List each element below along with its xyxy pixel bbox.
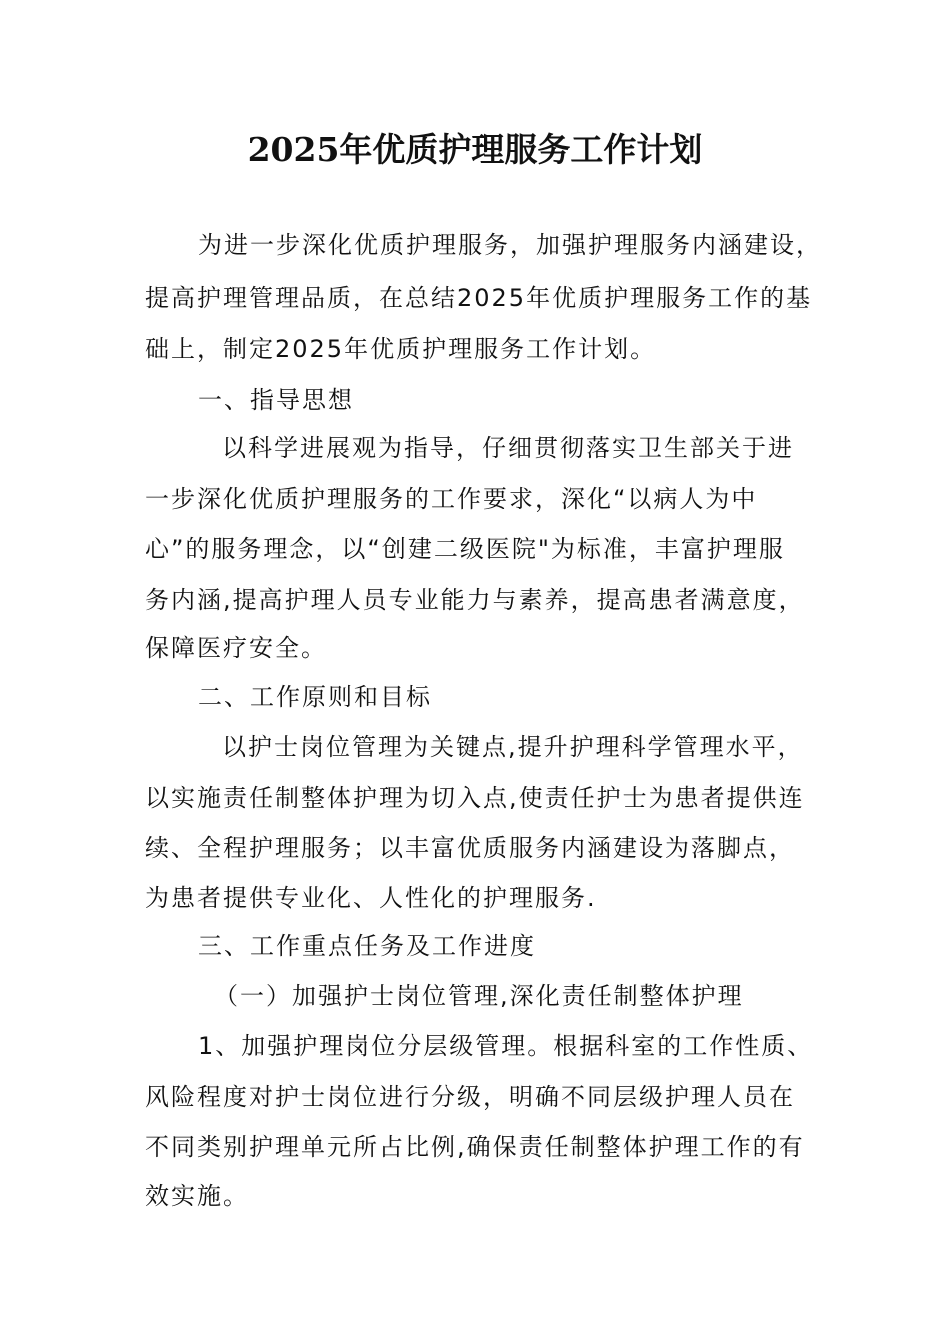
paragraph-line: 为进一步深化优质护理服务，加强护理服务内涵建设，: [198, 231, 822, 259]
document-title: 2025年优质护理服务工作计划: [247, 130, 703, 169]
paragraph-line: 以科学进展观为指导，仔细贯彻落实卫生部关于进: [222, 434, 794, 462]
paragraph-line: 提高护理管理品质，在总结2025年优质护理服务工作的基: [145, 284, 813, 312]
paragraph-line: 风险程度对护士岗位进行分级，明确不同层级护理人员在: [145, 1083, 795, 1111]
paragraph-line: 心”的服务理念，以“创建二级医院"为标准，丰富护理服: [145, 535, 785, 563]
paragraph-line: 保障医疗安全。: [145, 634, 327, 662]
paragraph-line: 1、加强护理岗位分层级管理。根据科室的工作性质、: [198, 1032, 814, 1060]
paragraph-line: 为患者提供专业化、人性化的护理服务.: [145, 884, 597, 912]
paragraph-line: 础上，制定2025年优质护理服务工作计划。: [145, 335, 657, 363]
section-heading: 二、工作原则和目标: [198, 683, 432, 711]
paragraph-line: 务内涵,提高护理人员专业能力与素养，提高患者满意度，: [145, 586, 805, 614]
paragraph-line: 续、全程护理服务；以丰富优质服务内涵建设为落脚点，: [145, 834, 795, 862]
section-heading: 三、工作重点任务及工作进度: [198, 932, 536, 960]
paragraph-line: 不同类别护理单元所占比例,确保责任制整体护理工作的有: [145, 1133, 805, 1161]
paragraph-line: 以护士岗位管理为关键点,提升护理科学管理水平，: [222, 733, 804, 761]
subsection-heading: （一）加强护士岗位管理,深化责任制整体护理: [214, 982, 744, 1010]
paragraph-line: 以实施责任制整体护理为切入点,使责任护士为患者提供连: [145, 784, 805, 812]
paragraph-line: 效实施。: [145, 1182, 249, 1210]
paragraph-line: 一步深化优质护理服务的工作要求，深化“以病人为中: [145, 485, 758, 513]
section-heading: 一、指导思想: [198, 386, 354, 414]
